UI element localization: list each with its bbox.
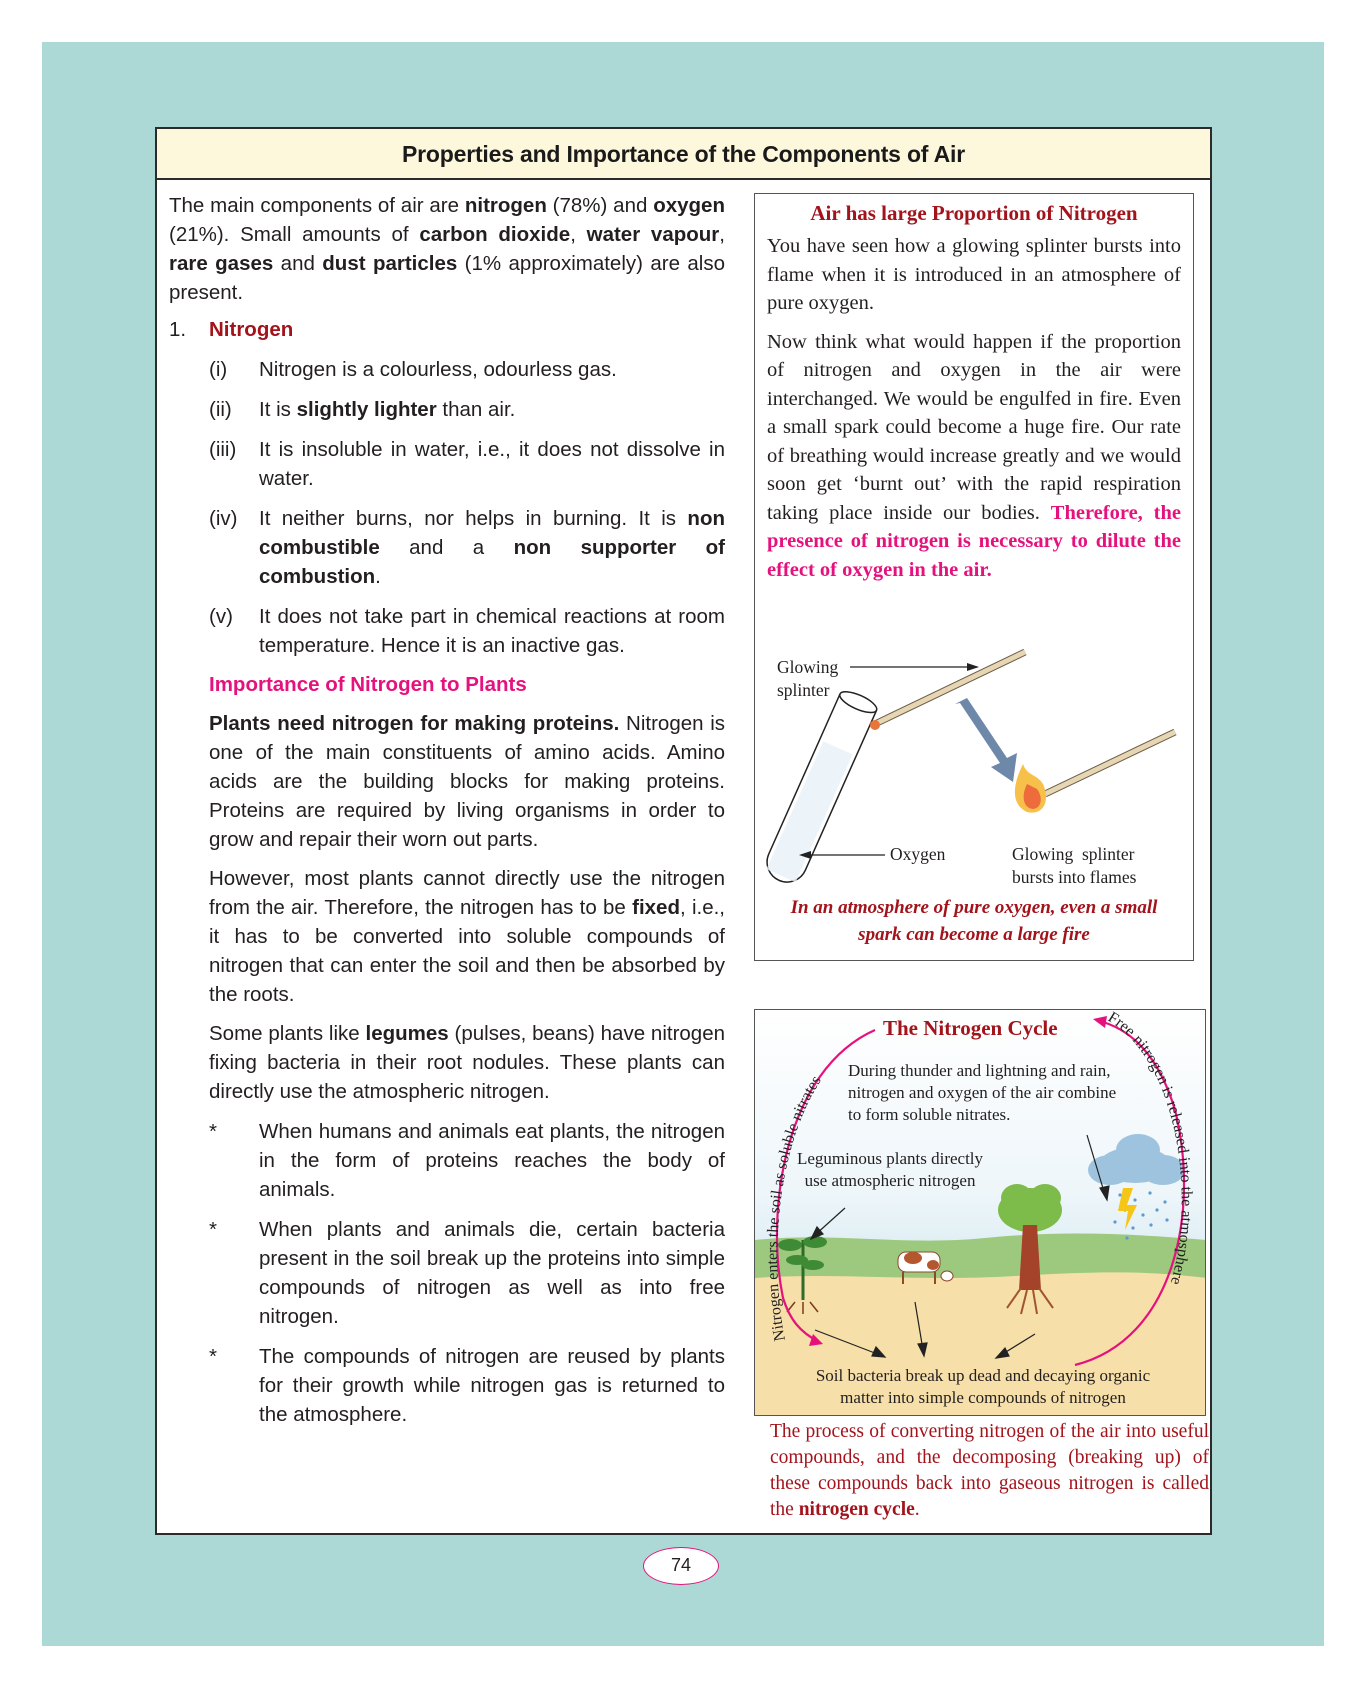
left-column: [169, 191, 725, 1429]
section-title: Nitrogen: [209, 318, 294, 341]
sidebox-paragraph-1: You have seen how a glowing splinter bursts into flame when it is introduced in an atmosphere of pure oxygen.: [767, 235, 1181, 314]
property-label: (iv): [209, 507, 238, 530]
page-title: Properties and Importance of the Components of Air: [402, 141, 965, 167]
label-line: use atmospheric nitrogen: [804, 1171, 976, 1190]
property-item: [209, 602, 725, 660]
label-line: Soil bacteria break up dead and decaying organic: [815, 1366, 1151, 1385]
caption-line: In an atmosphere of pure oxygen, even a small: [790, 897, 1158, 918]
text-run: (pulses, beans) have nitrogen fixing bacteria in their root nodules. These plants can directly use the atmospheric nitrogen.: [209, 1022, 726, 1103]
importance-heading: Importance of Nitrogen to Plants: [209, 673, 527, 696]
right-arc-label: Free nitrogen is released into the atmosphere: [1104, 1010, 1195, 1287]
soil-bacteria-label: [783, 1365, 1183, 1409]
section-heading-nitrogen: [169, 315, 725, 344]
intro-text: ,: [570, 223, 587, 246]
importance-paragraph-2: [209, 864, 725, 1009]
bold-term: fixed: [632, 896, 680, 919]
nitrogen-cycle-diagram: [754, 1009, 1206, 1416]
property-text: It does not take part in chemical reactions at room temperature. Hence it is an inactive gas.: [259, 605, 725, 657]
lightning-label: [848, 1060, 1116, 1126]
term-water-vapour: water vapour: [586, 223, 720, 246]
bullet-text: When plants and animals die, certain bacteria present in the soil break up the proteins into simple compounds of nitrogen as well as into free nitrogen.: [259, 1218, 725, 1328]
property-item: [209, 395, 725, 424]
importance-paragraph-3: [209, 1019, 725, 1106]
property-label: (v): [209, 605, 233, 628]
sidebox-paragraph-2: [755, 328, 1193, 585]
label-line: Glowing splinter: [1012, 844, 1135, 864]
splinter-experiment-diagram: [755, 634, 1192, 894]
term-carbon-dioxide: carbon dioxide: [419, 223, 571, 246]
property-label: (iii): [209, 438, 237, 461]
importance-section: [209, 670, 725, 1106]
intro-paragraph: [169, 191, 725, 307]
caption-line: spark can become a large fire: [858, 924, 1090, 945]
experiment-caption: [755, 894, 1193, 948]
text-run: It is: [259, 398, 297, 421]
text-run: than air.: [436, 398, 516, 421]
text-run: .: [914, 1499, 920, 1520]
property-item: [209, 504, 725, 591]
label-bursts-into-flames: [1012, 843, 1136, 889]
intro-text: The main components of air are: [169, 194, 465, 217]
bold-term: legumes: [365, 1022, 449, 1045]
bullet-item: [209, 1117, 725, 1204]
text-run: Nitrogen is one of the main constituents of amino acids. Amino acids are the building blocks for making proteins. Proteins are required by living organisms in order to grow and repair their worn out parts.: [209, 712, 726, 851]
emphasis-text: Therefore, the presence of nitrogen is necessary to dilute the effect of oxygen in the air.: [767, 501, 1181, 581]
term-oxygen: oxygen: [653, 194, 725, 217]
bold-statement: Plants need nitrogen for making proteins.: [209, 712, 620, 735]
nitrogen-cycle-caption: [754, 1419, 1209, 1523]
label-oxygen: Oxygen: [890, 844, 946, 864]
title-bar: [157, 129, 1210, 180]
intro-text: and: [273, 252, 323, 275]
property-label: (i): [209, 358, 228, 381]
term-dust-particles: dust particles: [322, 252, 458, 275]
label-glowing-splinter: [777, 656, 838, 702]
property-item: [209, 435, 725, 493]
nitrogen-proportion-box: [754, 193, 1194, 961]
bullet-marker: *: [209, 1218, 217, 1241]
text-run: Some plants like: [209, 1022, 366, 1045]
importance-paragraph-1: [209, 709, 725, 854]
text-run: Now think what would happen if the proportion of nitrogen and oxygen in the air were interchanged. We would be engulfed in fire. Even a small spark could become a huge fire. Our rate of breathing would increase greatly and we would soon get ‘burnt out’ with the rapid respiration taking place inside our bodies.: [767, 330, 1181, 524]
term-rare-gases: rare gases: [169, 252, 274, 275]
intro-text: (21%). Small amounts of: [169, 223, 420, 246]
bold-term: non combustible: [259, 507, 725, 559]
label-line: Leguminous plants directly: [797, 1149, 984, 1168]
sidebox-title: Air has large Proportion of Nitrogen: [810, 201, 1138, 225]
intro-text: (1% approximately) are also present.: [169, 252, 725, 304]
section-number: 1.: [169, 318, 187, 341]
intro-text: (78%) and: [546, 194, 654, 217]
bold-term: slightly lighter: [296, 398, 437, 421]
intro-text: ,: [719, 223, 725, 246]
property-text: It is insoluble in water, i.e., it does not dissolve in water.: [259, 438, 725, 490]
text-run: However, most plants cannot directly use the nitrogen from the air. Therefore, the nitrogen has to be: [209, 867, 725, 919]
text-run: and a: [379, 536, 514, 559]
label-line: matter into simple compounds of nitrogen: [840, 1388, 1126, 1407]
label-line: Glowing: [777, 657, 839, 677]
bullet-text: When humans and animals eat plants, the nitrogen in the form of proteins reaches the body of animals.: [259, 1120, 725, 1201]
property-text: Nitrogen is a colourless, odourless gas.: [259, 358, 617, 381]
page-number: 74: [643, 1547, 719, 1585]
text-run: .: [375, 565, 381, 588]
legume-label: [797, 1148, 983, 1192]
text-run: , i.e., it has to be converted into soluble compounds of nitrogen that can enter the soil and then be absorbed by the roots.: [209, 896, 726, 1006]
bullet-item: [209, 1215, 725, 1331]
bullet-text: The compounds of nitrogen are reused by plants for their growth while nitrogen gas is returned to the atmosphere.: [259, 1345, 725, 1426]
text-run: It neither burns, nor helps in burning. It is: [259, 507, 688, 530]
property-item: [209, 355, 725, 384]
text-run: The process of converting nitrogen of the air into useful compounds, and the decomposing (breaking up) of these compounds back into gaseous nitrogen is called the: [770, 1421, 1209, 1520]
property-text: [259, 504, 725, 591]
property-label: (ii): [209, 398, 232, 421]
cycle-title: The Nitrogen Cycle: [883, 1016, 1058, 1040]
property-text: [259, 395, 725, 424]
label-line: bursts into flames: [1012, 867, 1137, 887]
content-box: [155, 127, 1212, 1535]
term-nitrogen: nitrogen: [464, 194, 547, 217]
label-line: splinter: [777, 680, 830, 700]
bold-term: non supporter of combustion: [259, 536, 725, 588]
label-line: During thunder and lightning and rain,: [848, 1061, 1111, 1080]
bullet-marker: *: [209, 1120, 217, 1143]
label-line: nitrogen and oxygen of the air combine: [848, 1083, 1117, 1102]
label-line: to form soluble nitrates.: [848, 1105, 1011, 1124]
left-arc-label: Nitrogen enters the soil as soluble nitrates: [764, 1072, 825, 1343]
bullet-item: [209, 1342, 725, 1429]
bold-term: nitrogen cycle: [798, 1499, 915, 1520]
bullet-marker: *: [209, 1345, 217, 1368]
